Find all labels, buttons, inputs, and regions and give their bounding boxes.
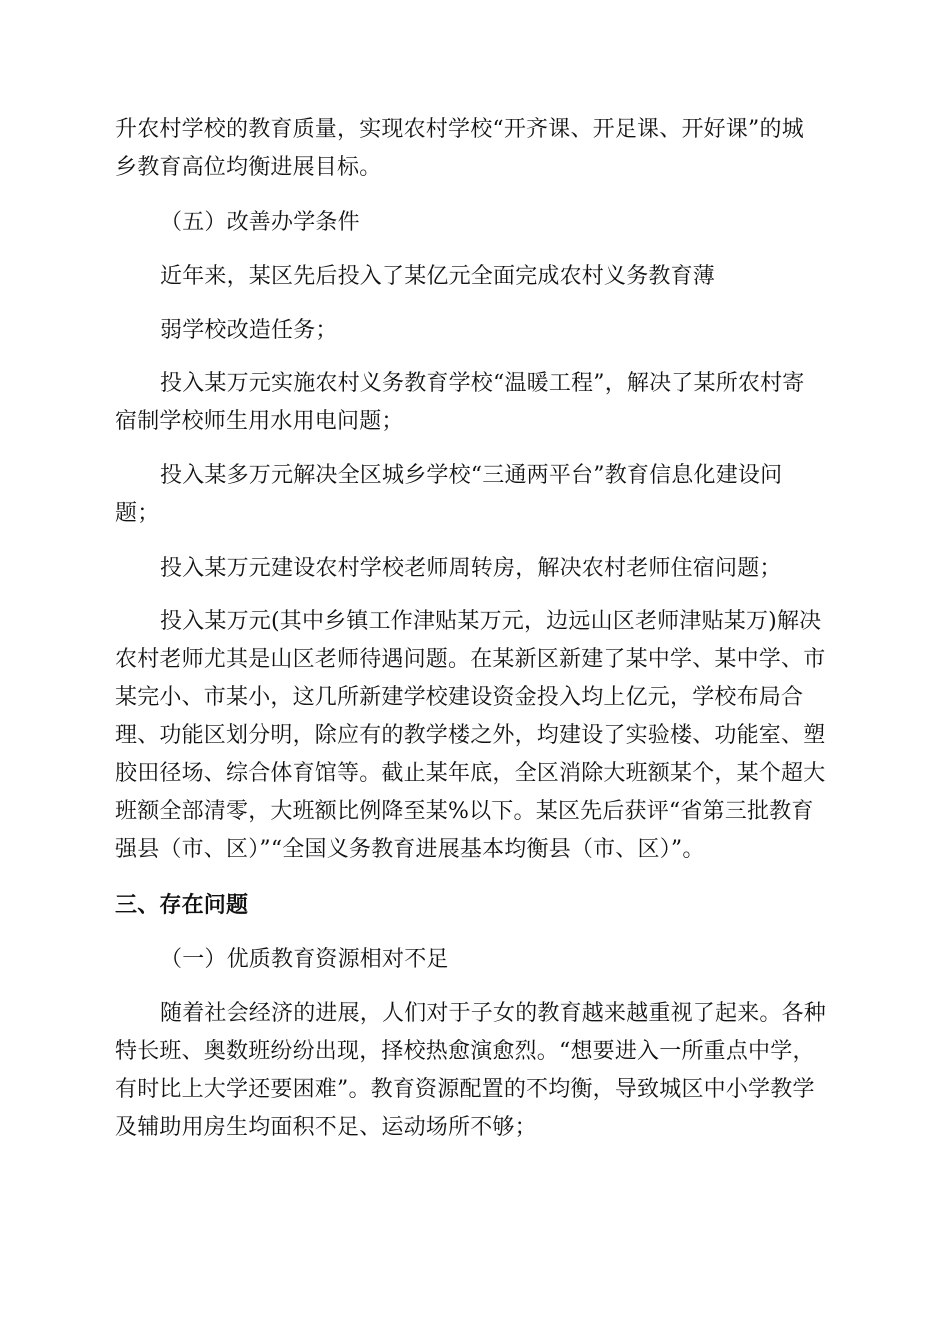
paragraph-line: 班额全部清零，大班额比例降至某%以下。某区先后获评“省第三批教育: [115, 799, 814, 824]
paragraph-line: 理、功能区划分明，除应有的教学楼之外，均建设了实验楼、功能室、塑: [115, 723, 826, 748]
paragraph-line: 宿制学校师生用水用电问题；: [115, 409, 404, 434]
paragraph-line: 某完小、市某小，这几所新建学校建设资金投入均上亿元，学校布局合: [115, 685, 804, 710]
paragraph-line: 乡教育高位均衡进展目标。: [115, 155, 382, 180]
paragraph-line: 投入某万元实施农村义务教育学校“温暖工程”，解决了某所农村寄: [160, 371, 805, 396]
subheading-five: （五）改善办学条件: [160, 210, 360, 235]
paragraph-line: 近年来，某区先后投入了某亿元全面完成农村义务教育薄: [160, 264, 716, 289]
paragraph-line: 随着社会经济的进展，人们对于子女的教育越来越重视了起来。各种: [160, 1001, 827, 1026]
paragraph-line: 弱学校改造任务；: [160, 318, 338, 343]
paragraph-line: 投入某多万元解决全区城乡学校“三通两平台”教育信息化建设问: [160, 463, 783, 488]
paragraph-line: 及辅助用房生均面积不足、运动场所不够；: [115, 1115, 537, 1140]
paragraph-line: 有时比上大学还要困难”。教育资源配置的不均衡，导致城区中小学教学: [115, 1077, 815, 1102]
paragraph-line: 升农村学校的教育质量，实现农村学校“开齐课、开足课、开好课”的城: [115, 117, 804, 142]
paragraph-line: 题；: [115, 501, 160, 526]
section-heading: 三、存在问题: [115, 893, 249, 918]
subheading-one: （一）优质教育资源相对不足: [160, 947, 449, 972]
paragraph-line: 特长班、奥数班纷纷出现，择校热愈演愈烈。“想要进入一所重点中学，: [115, 1039, 815, 1064]
paragraph-line: 强县（市、区）”“全国义务教育进展基本均衡县（市、区）”。: [115, 837, 705, 862]
paragraph-line: 投入某万元(其中乡镇工作津贴某万元，边远山区老师津贴某万)解决: [160, 609, 822, 634]
paragraph-line: 投入某万元建设农村学校老师周转房，解决农村老师住宿问题；: [160, 556, 782, 581]
paragraph-line: 农村老师尤其是山区老师待遇问题。在某新区新建了某中学、某中学、市: [115, 647, 826, 672]
paragraph-line: 胶田径场、综合体育馆等。截止某年底，全区消除大班额某个，某个超大: [115, 761, 826, 786]
